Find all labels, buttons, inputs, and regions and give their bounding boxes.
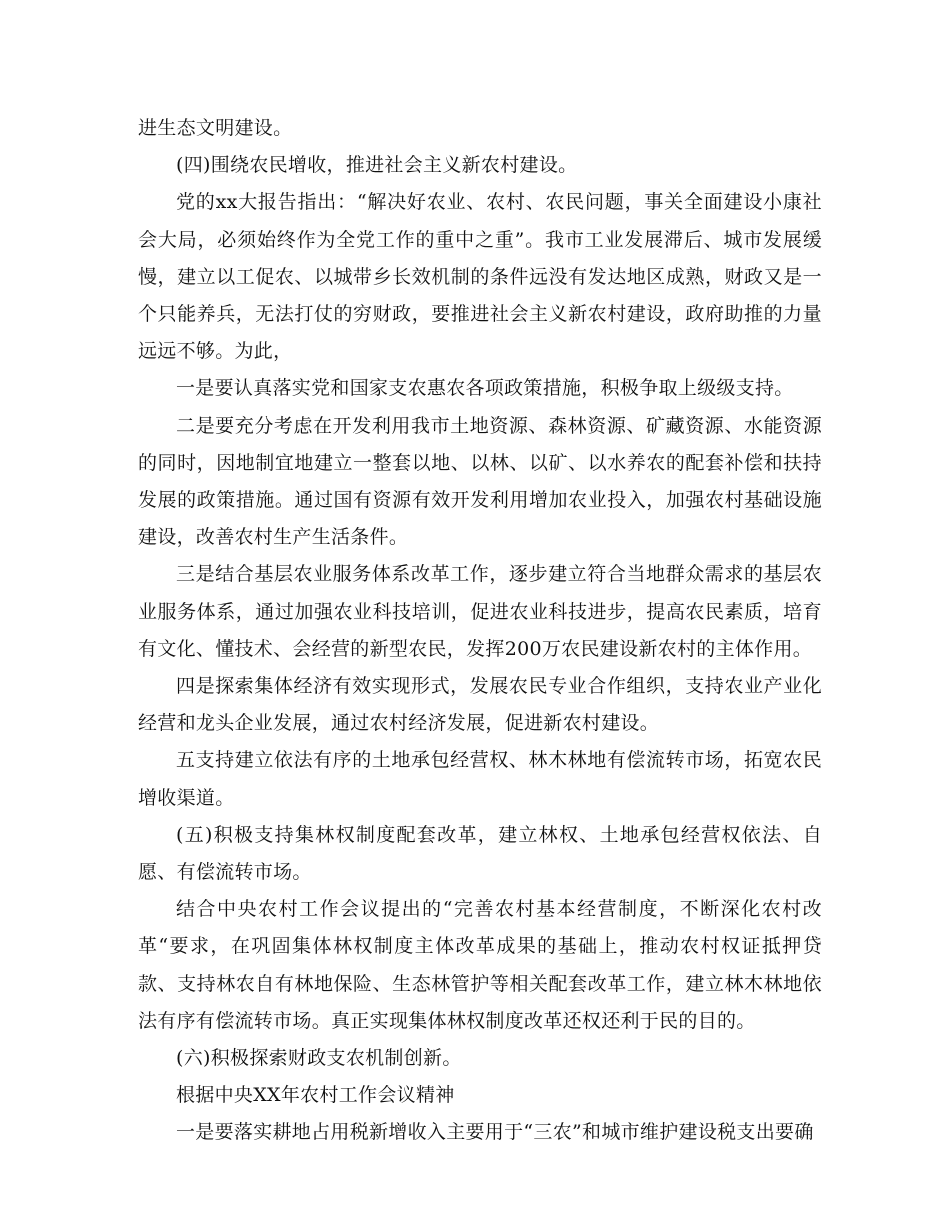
list-item-1: 一是要认真落实党和国家支农惠农各项政策措施，积极争取上级级支持。 <box>176 377 794 400</box>
paragraph: 党的xx大报告指出：“解决好农业、农村、农民问题，事关全面建设小康社会大局，必须始终作为全党工作的重中之重”。我市工业发展滞后、城市发展缓慢，建立以工促农、以城带乡长效机制的条件远没有发达地区成熟，财政又是一个只能养兵，无法打仗的穷财政，要推进社会主义新农村建设，政府助推的力量远远不够。为此， <box>138 191 822 363</box>
paragraph-continuation: 进生态文明建设。 <box>138 117 293 139</box>
paragraph: 结合中央农村工作会议提出的“完善农村基本经营制度，不断深化农村改革“要求，在巩固集体林权制度主体改革成果的基础上，推动农村权证抵押贷款、支持林农自有林地保险、生态林管护等相关配套改革工作，建立林木林地依法有序有偿流转市场。真正实现集体林权制度改革还权还利于民的目的。 <box>138 898 822 1032</box>
section-heading-4: (四)围绕农民增收，推进社会主义新农村建设。 <box>176 154 578 177</box>
list-item-5: 五支持建立依法有序的土地承包经营权、林木林地有偿流转市场，拓宽农民增收渠道。 <box>138 749 822 809</box>
section-heading-5: (五)积极支持集林权制度配套改革，建立林权、土地承包经营权依法、自愿、有偿流转市场。 <box>138 823 822 884</box>
list-item-4: 四是探索集体经济有效实现形式，发展农民专业合作组织，支持农业产业化经营和龙头企业发展，通过农村经济发展，促进新农村建设。 <box>138 675 822 735</box>
list-item-3: 三是结合基层农业服务体系改革工作，逐步建立符合当地群众需求的基层农业服务体系，通过加强农业科技培训，促进农业科技进步，提高农民素质，培育有文化、懂技术、会经营的新型农民，发挥200万农民建设新农村的主体作用。 <box>138 563 822 660</box>
paragraph: 根据中央XX年农村工作会议精神 <box>176 1084 455 1107</box>
document-body <box>138 110 822 1152</box>
list-item-1: 一是要落实耕地占用税新增收入主要用于“三农”和城市维护建设税支出要确 <box>176 1121 814 1144</box>
list-item-2: 二是要充分考虑在开发利用我市土地资源、森林资源、矿藏资源、水能资源的同时，因地制宜地建立一整套以地、以林、以矿、以水养农的配套补偿和扶持发展的政策措施。通过国有资源有效开发利用增加农业投入，加强农村基础设施建设，改善农村生产生活条件。 <box>138 414 822 549</box>
section-heading-6: (六)积极探索财政支农机制创新。 <box>176 1047 462 1070</box>
